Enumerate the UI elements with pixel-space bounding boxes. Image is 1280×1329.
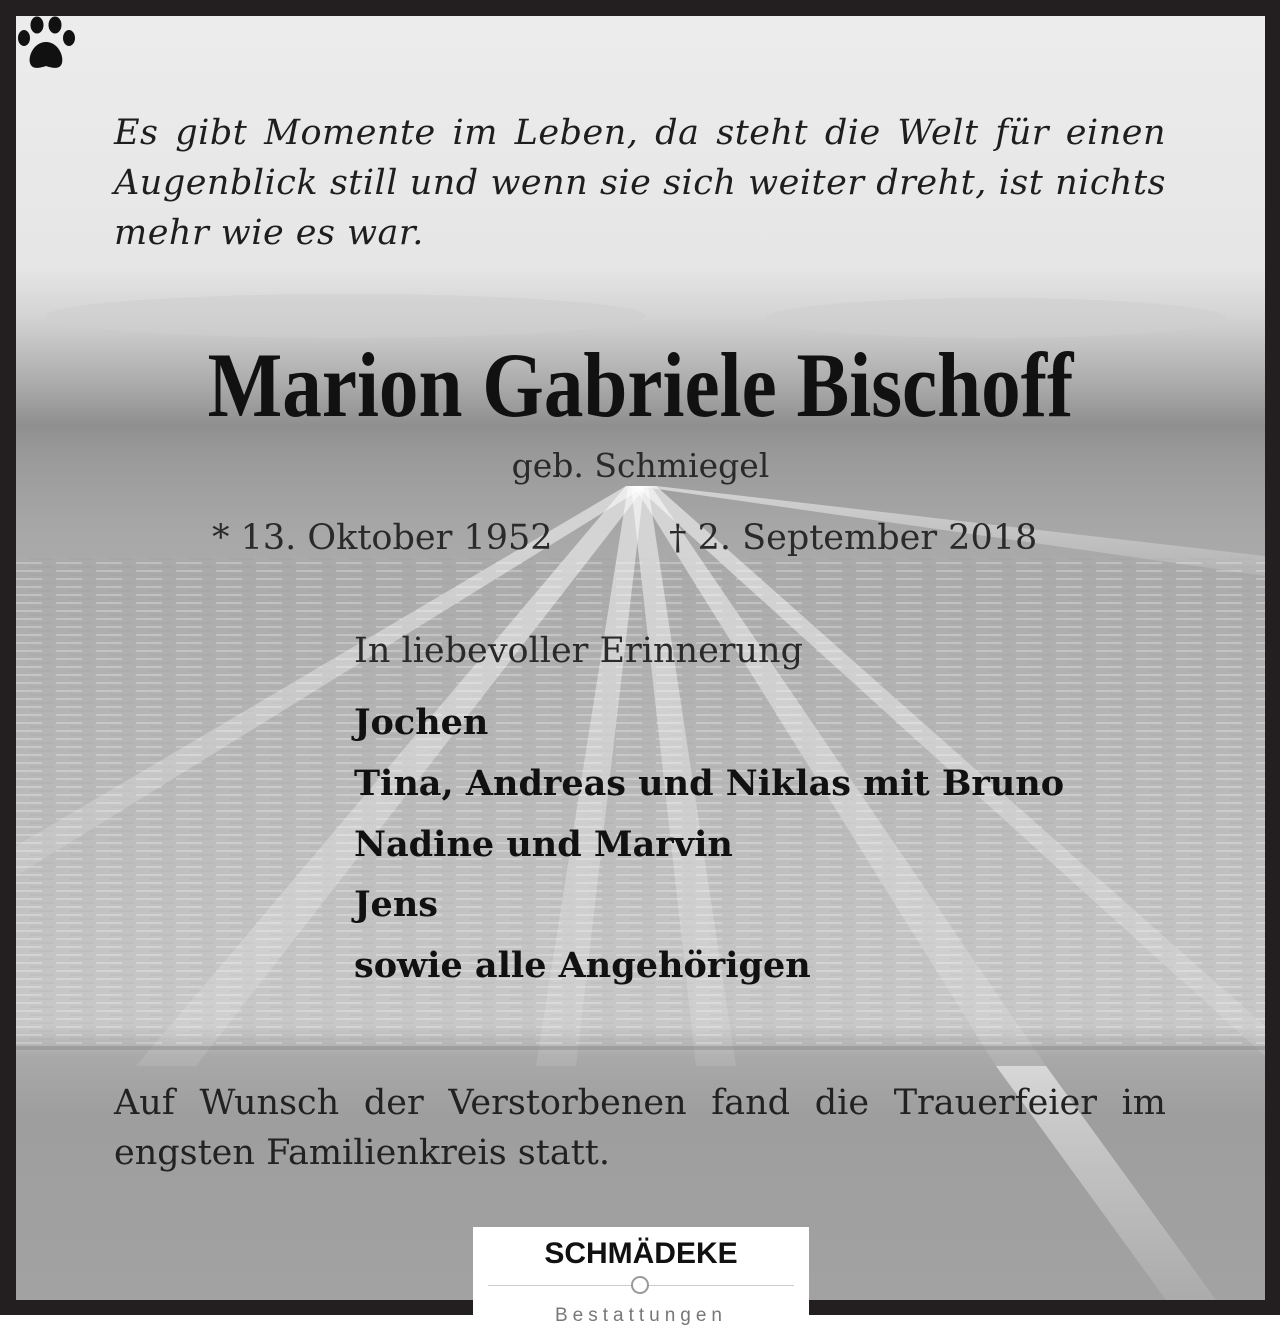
- logo-subtitle: Bestattungen: [555, 1305, 727, 1326]
- maiden-name: geb. Schmiegel: [511, 446, 770, 485]
- logo-emblem-icon: [631, 1276, 649, 1294]
- family-member: Jens: [354, 884, 438, 925]
- death-date: † 2. September 2018: [669, 518, 1038, 558]
- family-member: Jochen: [354, 702, 489, 743]
- ceremony-note: Auf Wunsch der Verstorbenen fand die Trauerfeier im engsten Familienkreis statt.: [114, 1083, 1166, 1173]
- birth-date: * 13. Oktober 1952: [212, 518, 553, 558]
- deceased-name: Marion Gabriele Bischoff: [207, 334, 1074, 436]
- funeral-home-logo: [473, 1227, 809, 1329]
- family-member: Nadine und Marvin: [354, 824, 733, 865]
- quote-text: Es gibt Momente im Leben, da steht die Welt für einen Augenblick still und wenn sie sich weiter dreht, ist nichts mehr wie es war.: [114, 113, 1166, 253]
- memory-line: In liebevoller Erinnerung: [354, 631, 804, 671]
- logo-name: SCHMÄDEKE: [544, 1237, 738, 1270]
- paw-print-icon: [16, 16, 78, 74]
- family-member: Tina, Andreas und Niklas mit Bruno: [354, 763, 1065, 804]
- obituary-panel: [16, 16, 1265, 1300]
- family-member: sowie alle Angehörigen: [354, 945, 811, 986]
